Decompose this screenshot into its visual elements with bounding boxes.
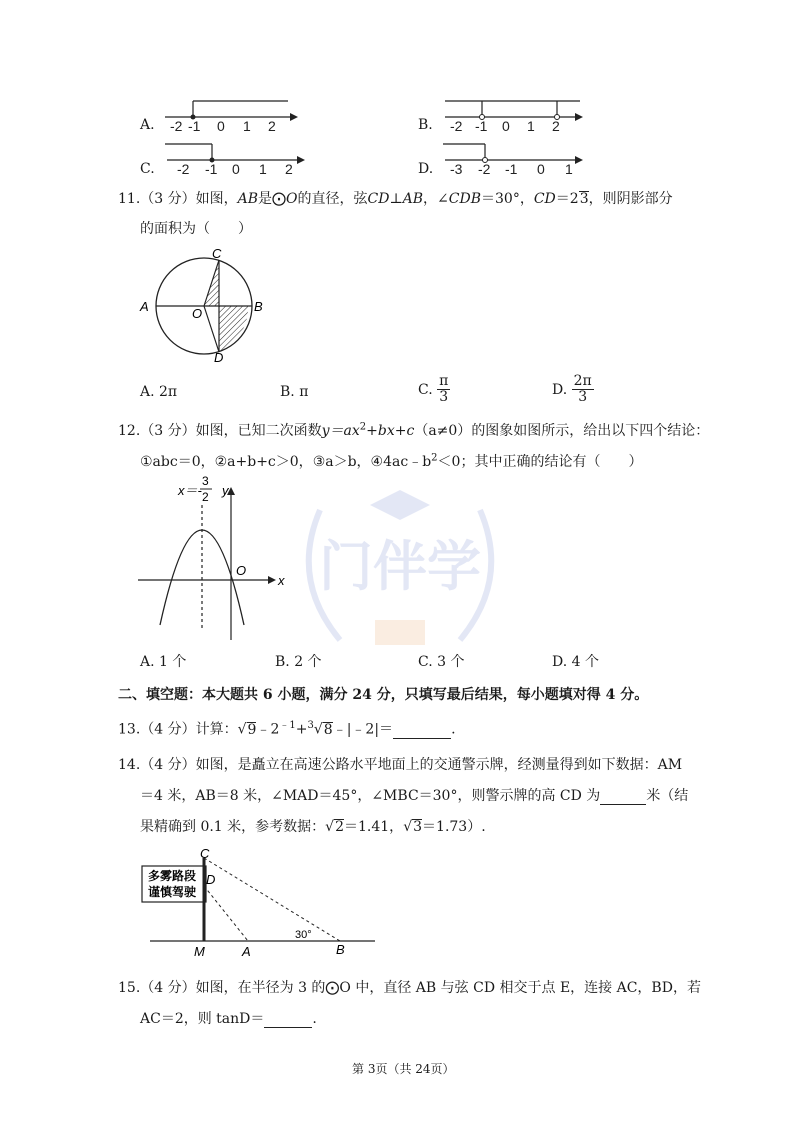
q10-option-d-numberline <box>440 138 590 178</box>
label-a: A <box>242 944 251 959</box>
tick: -2 <box>177 161 190 177</box>
label-c: C <box>212 246 222 261</box>
label-m: M <box>194 944 205 959</box>
label-a: A <box>140 299 149 314</box>
q12-parabola-figure <box>138 475 288 645</box>
sign-text-2: 谨慎驾驶 <box>148 885 197 899</box>
sign-text-1: 多雾路段 <box>148 869 197 883</box>
axis-eq-label: x＝- <box>178 483 202 498</box>
q14-line2: ＝4 米，AB＝8 米，∠MAD＝45°，∠MBC＝30°，则警示牌的高 CD 为 米（结 <box>140 788 689 804</box>
label-b: B <box>254 299 263 314</box>
tick: 2 <box>285 161 293 177</box>
tick: 1 <box>259 161 267 177</box>
label-d: D <box>214 350 224 365</box>
tick: -1 <box>505 161 518 177</box>
tick: -3 <box>450 161 463 177</box>
q15-answer-blank <box>264 1013 312 1028</box>
q10-option-b-label: B. <box>418 117 433 133</box>
tick: 2 <box>268 118 276 134</box>
tick: 1 <box>527 118 535 134</box>
page-footer: 第 3页（共 24页） <box>352 1062 455 1076</box>
q12-option-a: A. 1 个 <box>140 654 187 670</box>
q12-option-c: C. 3 个 <box>418 654 465 670</box>
tick: 1 <box>243 118 251 134</box>
label-o: O <box>236 563 247 578</box>
tick: -1 <box>475 118 488 134</box>
q13-answer-blank <box>393 724 451 739</box>
q12-line1: 12.（3 分）如图，已知二次函数$y=ax^2+bx+c(a\ne 0)$的图象如图所示，给出以下四个结论： <box>118 421 710 439</box>
tick: -2 <box>478 161 491 177</box>
tick: 1 <box>565 161 573 177</box>
watermark-logo <box>280 470 520 670</box>
q11-option-d: D. $\frac{2\pi}{3}$ <box>552 373 592 406</box>
tick: 0 <box>537 161 545 177</box>
q14-line3: 果精确到 0.1 米，参考数据：√2＝1.41，√3＝1.73）. <box>140 819 486 835</box>
q11-option-a: A. 2π <box>140 384 178 400</box>
label-o: O <box>192 306 203 321</box>
q14-line1: 14.（4 分）如图，是矗立在高速公路水平地面上的交通警示牌，经测量得到如下数据：AM <box>118 757 683 773</box>
q11-option-c: C. $\frac{\pi}{3}$ <box>418 373 449 406</box>
q11-line2: 的面积为（ ） <box>140 221 252 237</box>
q12-option-d: D. 4 个 <box>552 654 599 670</box>
angle-label: 30° <box>295 929 312 941</box>
q15-line1: 15.（4 分）如图，在半径为 3 的⨀O 中，直径 AB 与弦 CD 相交于点 E，连接 AC，BD，若 <box>118 980 701 996</box>
q11-option-b: B. π <box>280 384 309 400</box>
q10-option-a-label: A. <box>140 117 155 133</box>
q12-option-b: B. 2 个 <box>275 654 322 670</box>
q10-option-b-numberline <box>440 95 590 135</box>
q11-circle-figure <box>140 246 270 365</box>
tick: 0 <box>502 118 510 134</box>
q10-option-a-numberline <box>160 95 300 135</box>
q14-answer-blank <box>600 790 646 805</box>
label-y: y <box>222 483 229 498</box>
axis-eq-num: 3 <box>202 474 209 488</box>
q10-option-c-label: C. <box>140 161 155 177</box>
tick: -1 <box>205 161 218 177</box>
tick: -2 <box>170 118 183 134</box>
q10-option-d-label: D. <box>418 161 434 177</box>
q12-line2: ①abc＝0，②a+b+c＞0，③a＞b，$④4ac﹣b^2<0$；其中正确的结论有（ ） <box>140 452 643 470</box>
label-c: C <box>200 846 210 861</box>
label-b: B <box>336 942 345 957</box>
tick: 0 <box>217 118 225 134</box>
q11-line1: 11.（3 分）如图，AB是⨀O的直径，弦CD⊥AB，∠CDB＝30°，CD＝23，则阴影部分 <box>118 191 673 207</box>
watermark-text: 门伴学 <box>319 537 481 597</box>
q10-option-c-numberline <box>162 138 312 178</box>
q13-line: 13.（4 分）计算：$√9﹣2^{﹣1}+^3√8﹣|﹣2|=$ . <box>118 720 456 738</box>
tick: 2 <box>552 118 560 134</box>
tick: 0 <box>232 161 240 177</box>
tick: -1 <box>188 118 201 134</box>
section-2-title: 二、填空题：本大题共 6 小题，满分 24 分，只填写最后结果，每小题填对得 4 分。 <box>118 687 649 703</box>
label-d: D <box>206 872 216 887</box>
q14-sign-figure <box>140 848 380 958</box>
tick: -2 <box>450 118 463 134</box>
axis-eq-den: 2 <box>202 490 209 504</box>
label-x: x <box>278 573 285 588</box>
q15-line2: AC＝2，则 tanD＝ . <box>140 1011 317 1027</box>
